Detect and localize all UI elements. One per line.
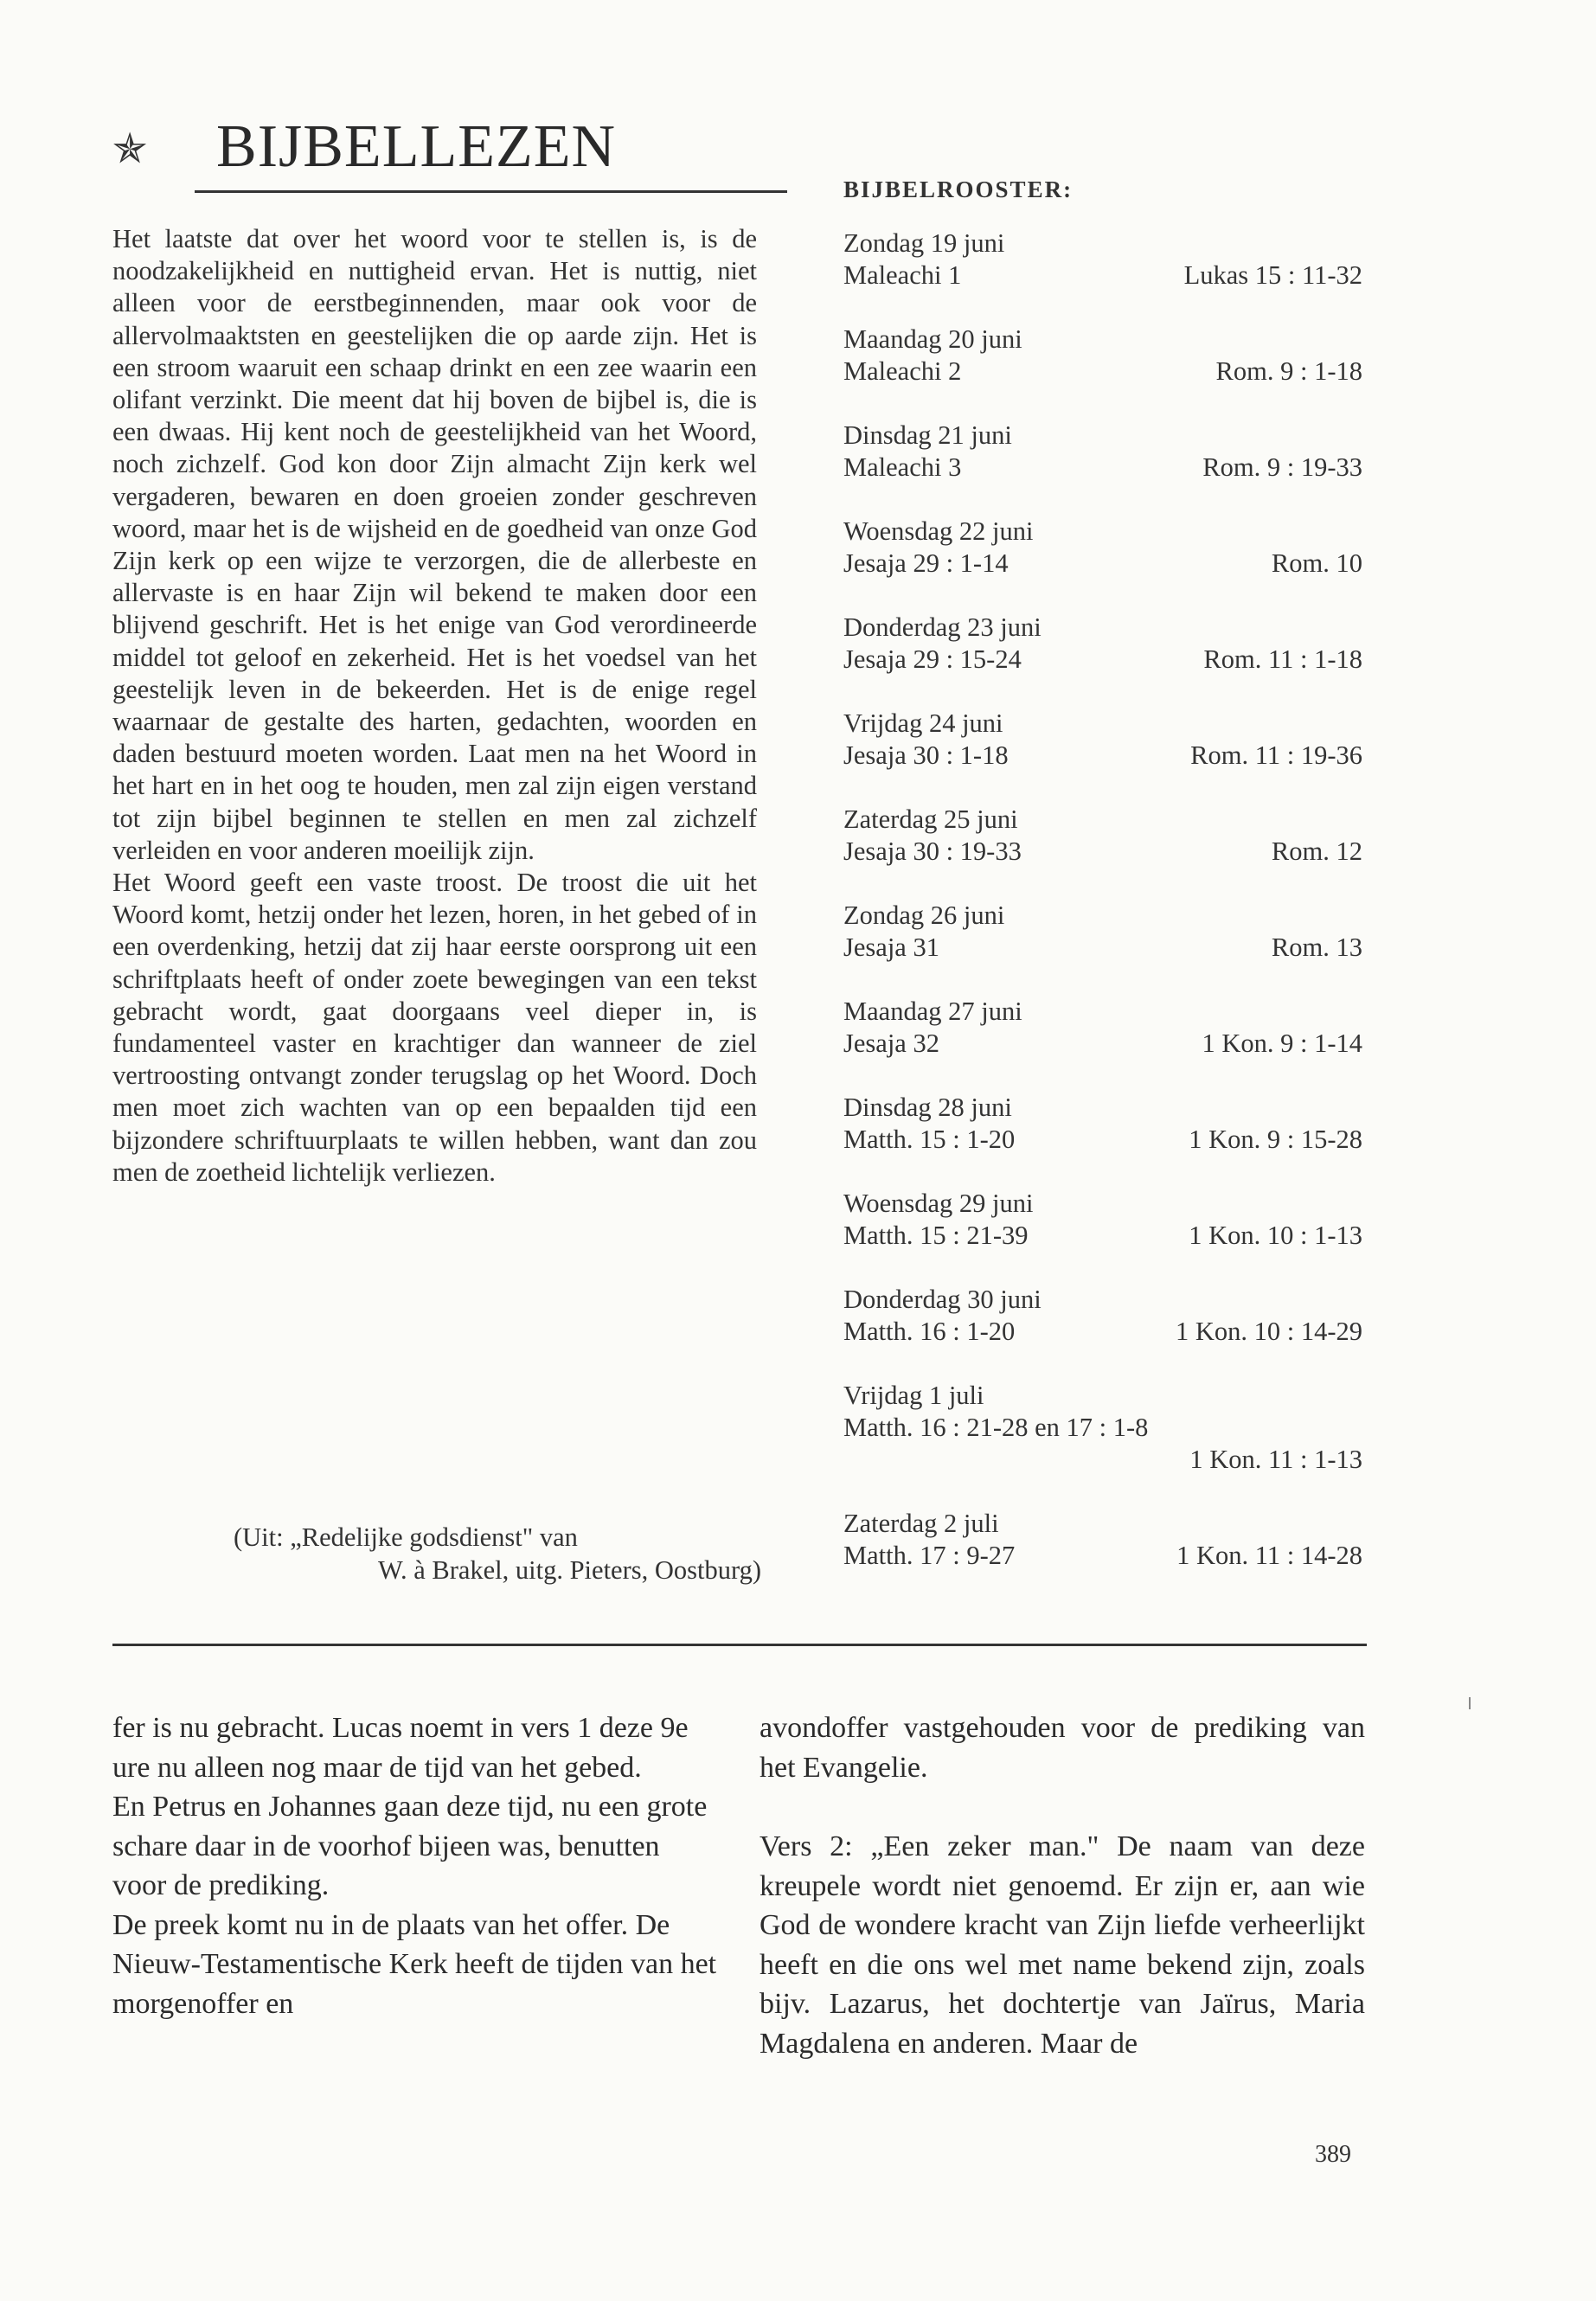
roster-reading-nt: Rom. 10 xyxy=(1271,548,1362,578)
roster-day: Dinsdag 28 juni xyxy=(843,1093,1012,1122)
roster-reading-ot: Maleachi 3 xyxy=(843,452,962,482)
section-divider xyxy=(112,1644,1367,1646)
source-line: W. à Brakel, uitg. Pieters, Oostburg) xyxy=(377,1555,761,1585)
continuation-left-column xyxy=(112,1708,718,2023)
roster-reading-nt: Lukas 15 : 11-32 xyxy=(1183,260,1362,290)
roster-reading-nt: Rom. 11 : 1-18 xyxy=(1203,644,1362,674)
roster-day: Donderdag 23 juni xyxy=(843,612,1042,642)
page-title: BIJBELLEZEN xyxy=(216,113,617,180)
roster-entry xyxy=(843,1284,1362,1380)
continuation-right-column xyxy=(760,1708,1365,2063)
roster-reading-ot: Matth. 15 : 1-20 xyxy=(843,1125,1016,1154)
roster-entry xyxy=(843,516,1362,612)
star-icon: ✯ xyxy=(112,126,148,172)
roster-entry xyxy=(843,1092,1362,1188)
roster-day: Maandag 27 juni xyxy=(843,997,1022,1026)
roster-reading-ot: Jesaja 30 : 1-18 xyxy=(843,740,1009,770)
article-paragraph: Het laatste dat over het woord voor te stellen is, is de noodzakelijkheid en nuttigheid ervan. Het is nuttig, niet alleen voor de eerstbeginnenden, maar ook voor de allervolmaaktsten en geestelijken die op aarde zijn. Het is een stroom waaruit een schaap drinkt en een zee waarin een olifant verzinkt. Die meent dat hij boven de bijbel is, die is een dwaas. Hij kent noch de geestelijkheid van het Woord, noch zichzelf. God kon door Zijn almacht Zijn kerk wel vergaderen, bewaren en doen groeien zonder geschreven woord, maar het is de wijsheid en de goedheid van onze God Zijn kerk op een wijze te verzorgen, die de allerbeste en allervaste is en haar Zijn wil bekend te maken door een blijvend geschrift. Het is het enige van God verordineerde middel tot geloof en zekerheid. Het is het voedsel van het geestelijk leven in de bekeerden. Het is de enige regel waarnaar de gestalte des harten, gedachten, woorden en daden bestuurd moeten worden. Laat men na het Woord in het hart en in het oog te houden, men zal zijn eigen verstand tot zijn bijbel beginnen te stellen en men zal zichzelf verleiden en voor anderen moeilijk zijn. xyxy=(112,224,757,865)
margin-mark xyxy=(1469,1697,1471,1709)
roster-entry xyxy=(843,1188,1362,1284)
roster-reading-ot: Jesaja 31 xyxy=(843,933,939,962)
roster-reading-nt: 1 Kon. 9 : 15-28 xyxy=(1189,1125,1362,1154)
title-rule xyxy=(195,190,787,193)
roster-reading-ot: Jesaja 29 : 1-14 xyxy=(843,548,1009,578)
roster-reading-ot: Matth. 16 : 1-20 xyxy=(843,1317,1016,1346)
roster-reading-nt: Rom. 13 xyxy=(1271,933,1362,962)
roster-reading-nt: Rom. 9 : 19-33 xyxy=(1202,452,1362,482)
roster-day: Donderdag 30 juni xyxy=(843,1285,1042,1314)
roster-reading-ot: Maleachi 1 xyxy=(843,260,962,290)
article-paragraph: Het Woord geeft een vaste troost. De troost die uit het Woord komt, hetzij onder het lezen, horen, in het gebed of in een overdenking, hetzij dat zij haar eerste oorsprong uit een schriftplaats heeft of onder zoete bewegingen van een tekst gebracht wordt, gaat doorgaans veel dieper in, is fundamenteel vaster en krachtiger dan wanneer de ziel vertroosting ontvangt zonder terugslag op het Woord. Doch men moet zich wachten van op een bepaalden tijd een bijzondere schriftuurplaats te willen hebben, want dan zou men de zoetheid lichtelijk verliezen. xyxy=(112,868,757,1187)
article-column xyxy=(112,223,757,1189)
roster-reading-nt: 1 Kon. 9 : 1-14 xyxy=(1202,1029,1362,1058)
roster-reading-ot: Jesaja 32 xyxy=(843,1029,939,1058)
roster-reading-nt: 1 Kon. 10 : 1-13 xyxy=(1189,1221,1362,1250)
continuation-paragraph: En Petrus en Johannes gaan deze tijd, nu een grote schare daar in de voorhof bijeen was, benutten voor de prediking. xyxy=(112,1791,708,1901)
roster-day: Woensdag 29 juni xyxy=(843,1189,1034,1218)
article-source xyxy=(234,1521,761,1586)
roster-day: Zaterdag 25 juni xyxy=(843,804,1018,834)
roster-day: Maandag 20 juni xyxy=(843,324,1022,354)
roster-day: Zondag 26 juni xyxy=(843,901,1005,930)
roster-reading-ot: Maleachi 2 xyxy=(843,356,962,386)
roster-reading-ot: Matth. 16 : 21-28 en 17 : 1-8 xyxy=(843,1413,1149,1442)
roster-entry xyxy=(843,1508,1362,1604)
roster-entry xyxy=(843,996,1362,1092)
roster-entry xyxy=(843,804,1362,900)
roster-entry xyxy=(843,228,1362,324)
roster-day: Vrijdag 1 juli xyxy=(843,1381,984,1410)
roster-reading-nt: 1 Kon. 11 : 1-13 xyxy=(1189,1445,1362,1474)
roster-day: Zondag 19 juni xyxy=(843,228,1005,258)
roster-entry xyxy=(843,324,1362,420)
source-line: (Uit: „Redelijke godsdienst" van xyxy=(234,1522,578,1552)
bible-roster xyxy=(843,228,1362,1604)
roster-reading-nt: Rom. 11 : 19-36 xyxy=(1190,740,1362,770)
continuation-paragraph: fer is nu gebracht. Lucas noemt in vers 1 deze 9e ure nu alleen nog maar de tijd van het gebed. xyxy=(112,1712,689,1784)
roster-reading-ot: Jesaja 29 : 15-24 xyxy=(843,644,1022,674)
roster-entry xyxy=(843,420,1362,516)
roster-reading-ot: Matth. 15 : 21-39 xyxy=(843,1221,1029,1250)
roster-reading-ot: Jesaja 30 : 19-33 xyxy=(843,836,1022,866)
continuation-paragraph: De preek komt nu in de plaats van het offer. De Nieuw-Testamentische Kerk heeft de tijden van het morgenoffer en xyxy=(112,1908,717,2020)
roster-reading-nt: Rom. 12 xyxy=(1271,836,1362,866)
roster-title: BIJBELROOSTER: xyxy=(843,176,1074,202)
page-number: 389 xyxy=(1315,2141,1351,2168)
continuation-paragraph: Vers 2: „Een zeker man." De naam van deze kreupele wordt niet genoemd. Er zijn er, aan wie God de wondere kracht van Zijn liefde verheerlijkt heeft en die ons wel met name bekend zijn, zoals bijv. Lazarus, het dochtertje van Jaïrus, Maria Magdalena en anderen. Maar de xyxy=(760,1830,1365,2060)
roster-reading-nt: Rom. 9 : 1-18 xyxy=(1215,356,1362,386)
roster-day: Vrijdag 24 juni xyxy=(843,708,1003,738)
roster-entry xyxy=(843,900,1362,996)
roster-reading-ot: Matth. 17 : 9-27 xyxy=(843,1541,1016,1570)
roster-reading-nt: 1 Kon. 10 : 14-29 xyxy=(1175,1317,1362,1346)
roster-reading-nt: 1 Kon. 11 : 14-28 xyxy=(1176,1541,1362,1570)
roster-day: Zaterdag 2 juli xyxy=(843,1509,999,1538)
continuation-paragraph: avondoffer vastgehouden voor de prediking van het Evangelie. xyxy=(760,1712,1365,1784)
roster-entry xyxy=(843,1380,1362,1508)
roster-entry xyxy=(843,708,1362,804)
roster-day: Woensdag 22 juni xyxy=(843,516,1034,546)
roster-entry xyxy=(843,612,1362,708)
roster-day: Dinsdag 21 juni xyxy=(843,420,1012,450)
